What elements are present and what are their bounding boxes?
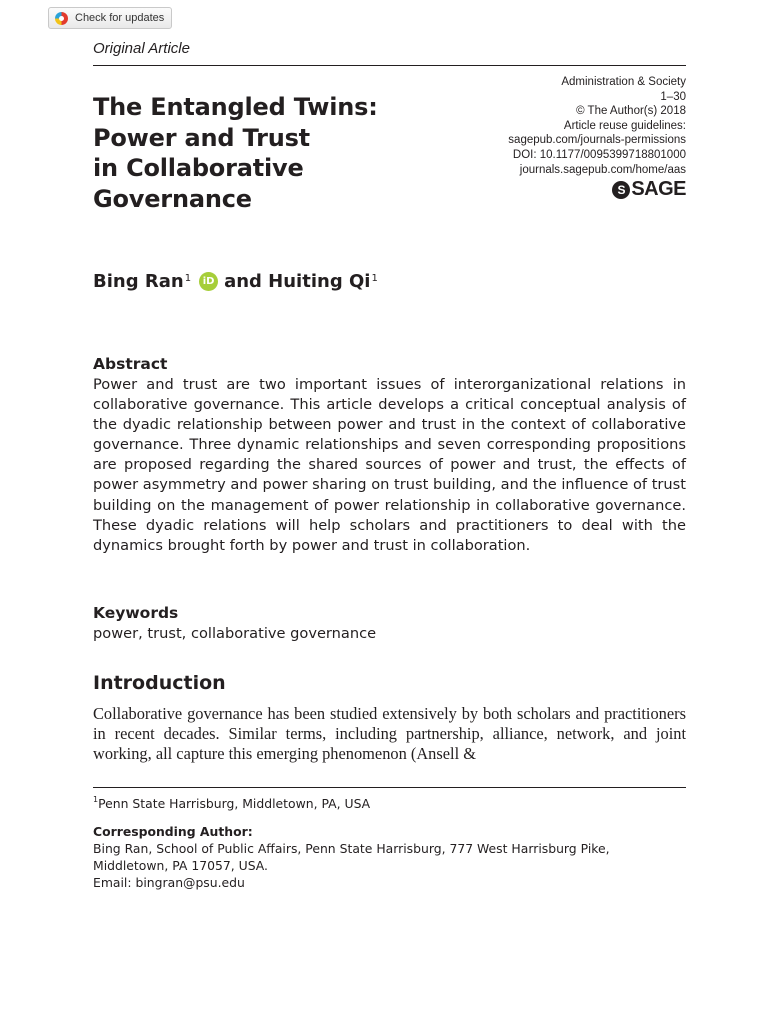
check-for-updates-badge[interactable] [48,7,172,29]
title-line: in Collaborative [93,154,304,182]
footnote-text: Penn State Harrisburg, Middletown, PA, USA [98,796,371,812]
keywords-heading: Keywords [93,604,179,622]
journal-name: Administration & Society [561,76,686,88]
orcid-icon[interactable]: iD [199,272,218,291]
corresponding-line: Middletown, PA 17057, USA. [93,858,268,873]
check-for-updates-label: Check for updates [75,12,165,24]
abstract-heading: Abstract [93,355,168,373]
article-title [93,92,473,214]
journal-info [508,75,686,177]
author-line [93,271,378,292]
copyright: © The Author(s) 2018 [576,105,686,118]
corresponding-heading: Corresponding Author: [93,824,253,839]
header-divider [93,65,686,66]
author-second[interactable]: and Huiting Qi [224,271,371,292]
sage-logo-text: SAGE [631,178,686,200]
affiliation-footnote [93,796,370,811]
affiliation-marker: 1 [371,273,378,284]
footnote-marker: 1 [93,795,99,804]
journal-homepage[interactable]: journals.sagepub.com/home/aas [519,163,686,176]
corresponding-email[interactable]: Email: bingran@psu.edu [93,875,245,890]
crossmark-icon [55,12,68,25]
author-first[interactable]: Bing Ran [93,271,184,292]
reuse-label: Article reuse guidelines: [563,119,686,132]
sage-logo-mark: S [612,181,630,199]
reuse-link[interactable]: sagepub.com/journals-permissions [508,134,686,147]
title-line: Power and Trust [93,123,310,152]
affiliation-marker: 1 [184,273,192,284]
footnote-divider [93,787,686,788]
page-range: 1–30 [660,90,686,103]
introduction-heading: Introduction [93,672,226,694]
sage-logo [612,178,686,201]
title-line: Governance [93,184,252,213]
corresponding-line: Bing Ran, School of Public Affairs, Penn State Harrisburg, 777 West Harrisburg Pike, [93,841,610,856]
abstract-text: Power and trust are two important issues of interorganizational relations in collaborative governance. This article develops a critical conceptual analysis of the dyadic relationship between power and trust in the context of collaborative governance. Three dynamic relationships and seven corresponding propositions are proposed regarding the shared sources of power and trust, the effects of power asymmetry and power sharing on trust building, and the influence of trust building on the management of power relationship in collaborative governance. These dyadic relations will help scholars and practitioners to deal with the dynamics brought forth by power and trust in collaboration. [93,376,686,554]
corresponding-details [93,840,686,891]
keywords-text: power, trust, collaborative governance [93,625,377,642]
article-type: Original Article [93,40,190,57]
doi[interactable]: DOI: 10.1177/0095399718801000 [512,148,686,161]
introduction-text: Collaborative governance has been studied extensively by both scholars and practitioners in recent decades. Similar terms, including partnership, alliance, network, and joint working, all capture this emerging phenomenon (Ansell & [93,704,686,764]
title-line: The Entangled Twins: [93,93,378,121]
